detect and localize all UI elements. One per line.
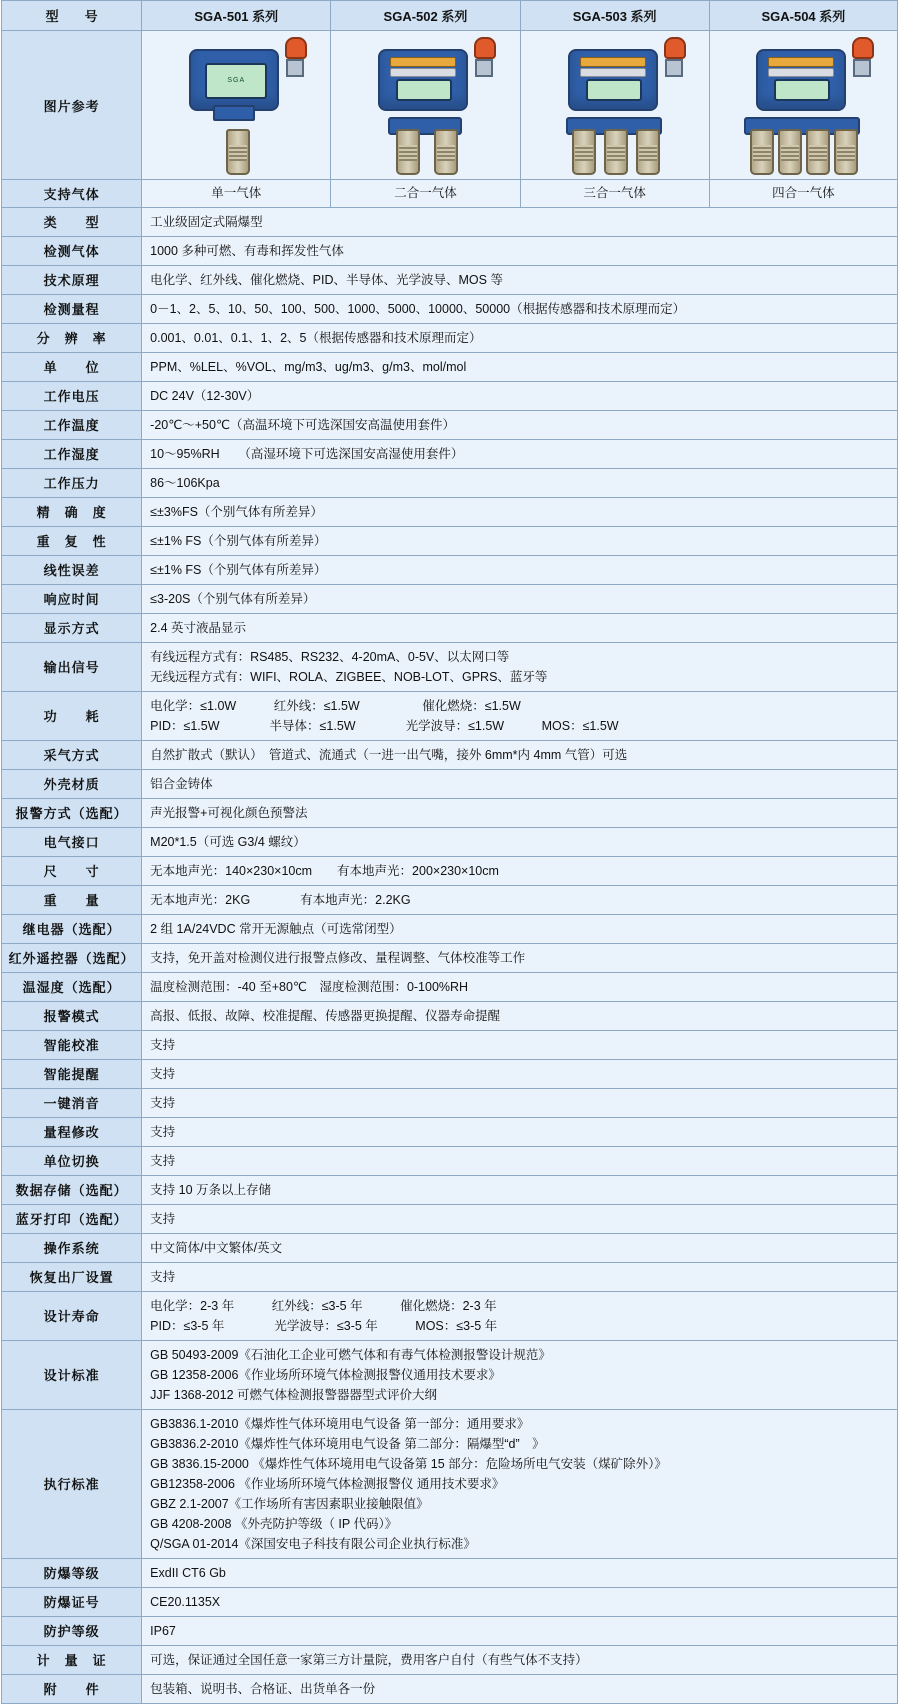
row-value-line: 支持 [150, 1066, 176, 1081]
row-value-line: ≤±1% FS（个别气体有所差异） [150, 562, 327, 577]
row-value [142, 294, 898, 323]
table-row [2, 294, 898, 323]
row-value-line: 支持 [150, 1211, 176, 1226]
supported-gas-1: 单一气体 [142, 180, 331, 208]
image-reference-label: 图片参考 [2, 31, 142, 180]
row-value [142, 798, 898, 827]
table-row [2, 740, 898, 769]
table-row [2, 798, 898, 827]
device-screen-text: SGA [227, 77, 246, 84]
supported-gas-row [2, 180, 898, 208]
row-label: 操作系统 [2, 1233, 142, 1262]
table-row [2, 410, 898, 439]
row-value [142, 381, 898, 410]
table-row [2, 1059, 898, 1088]
row-label: 设计寿命 [2, 1291, 142, 1340]
row-label: 输出信号 [2, 642, 142, 691]
row-value [142, 691, 898, 740]
row-value [142, 584, 898, 613]
image-reference-row [2, 31, 898, 180]
row-value-line: M20*1.5（可选 G3/4 螺纹） [150, 834, 306, 849]
table-header-row [2, 1, 898, 31]
row-value [142, 1059, 898, 1088]
table-row [2, 972, 898, 1001]
row-value-line: 中文简体/中文繁体/英文 [150, 1240, 283, 1255]
row-value [142, 207, 898, 236]
row-label: 智能校准 [2, 1030, 142, 1059]
row-label: 线性误差 [2, 555, 142, 584]
table-row [2, 642, 898, 691]
row-value-line: 无线远程方式有：WIFI、ROLA、ZIGBEE、NOB-LOT、GPRS、蓝牙等 [150, 669, 548, 684]
row-value [142, 943, 898, 972]
table-row [2, 1204, 898, 1233]
row-value-line: 铝合金铸体 [150, 776, 213, 791]
row-value-line: JJF 1368-2012 可燃气体检测报警器器型式评价大纲 [150, 1387, 438, 1402]
row-value [142, 1409, 898, 1558]
table-row [2, 1030, 898, 1059]
row-value-line: 温度检测范围：-40 至+80℃ 湿度检测范围：0-100%RH [150, 979, 469, 994]
device-screen [205, 63, 267, 99]
row-value [142, 1262, 898, 1291]
row-value [142, 856, 898, 885]
table-row [2, 856, 898, 885]
row-value-line: 电化学：≤1.0W 红外线：≤1.5W 催化燃烧：≤1.5W [150, 698, 521, 713]
alarm-light-icon-3 [664, 37, 684, 71]
device-illustration-1 [161, 35, 311, 175]
product-image-4 [709, 31, 897, 180]
row-label: 电气接口 [2, 827, 142, 856]
row-value-line: PPM、%LEL、%VOL、mg/m3、ug/m3、g/m3、mol/mol [150, 359, 467, 374]
supported-gas-label: 支持气体 [2, 180, 142, 208]
row-value [142, 352, 898, 381]
row-label: 执行标准 [2, 1409, 142, 1558]
row-label: 防爆证号 [2, 1587, 142, 1616]
header-col-2: SGA-502 系列 [331, 1, 520, 31]
row-value [142, 613, 898, 642]
row-value [142, 1030, 898, 1059]
row-value-line: 声光报警+可视化颜色预警法 [150, 805, 308, 820]
row-value [142, 827, 898, 856]
table-row [2, 943, 898, 972]
row-label: 红外遥控器（选配） [2, 943, 142, 972]
row-value [142, 972, 898, 1001]
row-label: 蓝牙打印（选配） [2, 1204, 142, 1233]
row-label: 附 件 [2, 1674, 142, 1703]
table-row [2, 1088, 898, 1117]
table-row [2, 381, 898, 410]
row-value-line: -20℃～+50℃（高温环境下可选深国安高温使用套件） [150, 417, 456, 432]
row-label: 工作压力 [2, 468, 142, 497]
row-label: 外壳材质 [2, 769, 142, 798]
device-head-2 [378, 49, 468, 111]
header-col-4: SGA-504 系列 [709, 1, 897, 31]
table-row [2, 1233, 898, 1262]
table-row [2, 885, 898, 914]
product-image-2 [331, 31, 520, 180]
table-row [2, 827, 898, 856]
spec-rows-body [2, 207, 898, 1703]
row-value-line: 支持 [150, 1124, 176, 1139]
row-value [142, 1117, 898, 1146]
row-value-line: 包装箱、说明书、合格证、出货单各一份 [150, 1681, 376, 1696]
device-head [189, 49, 279, 111]
row-label: 响应时间 [2, 584, 142, 613]
table-row [2, 691, 898, 740]
table-row [2, 914, 898, 943]
row-value-line: GB3836.1-2010《爆炸性气体环境用电气设备 第一部分：通用要求》 [150, 1416, 530, 1431]
row-label: 继电器（选配） [2, 914, 142, 943]
row-label: 温湿度（选配） [2, 972, 142, 1001]
row-value-line: 支持 [150, 1153, 176, 1168]
row-value [142, 1204, 898, 1233]
device-illustration-2 [350, 35, 500, 175]
row-label: 类 型 [2, 207, 142, 236]
row-value [142, 323, 898, 352]
row-value-line: GB 4208-2008 《外壳防护等级（ IP 代码）》 [150, 1516, 398, 1531]
table-row [2, 1558, 898, 1587]
row-value [142, 236, 898, 265]
row-value-line: ≤±3%FS（个别气体有所差异） [150, 504, 323, 519]
row-value-line: Q/SGA 01-2014《深国安电子科技有限公司企业执行标准》 [150, 1536, 476, 1551]
row-value [142, 410, 898, 439]
table-row [2, 236, 898, 265]
row-value-line: 工业级固定式隔爆型 [150, 214, 263, 229]
row-value [142, 1558, 898, 1587]
row-value-line: GB3836.2-2010《爆炸性气体环境用电气设备 第二部分：隔爆型“d” 》 [150, 1436, 545, 1451]
row-value-line: 可选，保证通过全国任意一家第三方计量院，费用客户自付（有些气体不支持） [150, 1652, 588, 1667]
row-value-line: DC 24V（12-30V） [150, 388, 260, 403]
row-label: 单 位 [2, 352, 142, 381]
row-value-line: ≤3-20S（个别气体有所差异） [150, 591, 316, 606]
row-label: 工作湿度 [2, 439, 142, 468]
row-value-line: 有线远程方式有：RS485、RS232、4-20mA、0-5V、以太网口等 [150, 649, 510, 664]
row-value-line: GB 3836.15-2000 《爆炸性气体环境用电气设备第 15 部分：危险场所电气安装（煤矿除外）》 [150, 1456, 667, 1471]
row-value [142, 1233, 898, 1262]
header-col-3: SGA-503 系列 [520, 1, 709, 31]
row-label: 尺 寸 [2, 856, 142, 885]
row-value-line: 电化学、红外线、催化燃烧、PID、半导体、光学波导、MOS 等 [150, 272, 503, 287]
table-row [2, 323, 898, 352]
row-label: 重 量 [2, 885, 142, 914]
row-label: 工作电压 [2, 381, 142, 410]
row-value-line: 支持 10 万条以上存储 [150, 1182, 272, 1197]
row-label: 设计标准 [2, 1340, 142, 1409]
table-row [2, 1001, 898, 1030]
device-head-3 [568, 49, 658, 111]
row-value-line: 无本地声光：140×230×10cm 有本地声光：200×230×10cm [150, 863, 499, 878]
row-label: 防爆等级 [2, 1558, 142, 1587]
specification-table [1, 0, 898, 1704]
row-value-line: 支持 [150, 1037, 176, 1052]
supported-gas-2: 二合一气体 [331, 180, 520, 208]
table-row [2, 497, 898, 526]
table-row [2, 613, 898, 642]
row-label: 工作温度 [2, 410, 142, 439]
row-value-line: PID：≤1.5W 半导体：≤1.5W 光学波导：≤1.5W MOS：≤1.5W [150, 718, 619, 733]
row-value-line: 无本地声光：2KG 有本地声光：2.2KG [150, 892, 411, 907]
row-value-line: GB 12358-2006《作业场所环境气体检测报警仪通用技术要求》 [150, 1367, 501, 1382]
row-value [142, 439, 898, 468]
table-row [2, 1262, 898, 1291]
row-label: 精 确 度 [2, 497, 142, 526]
table-row [2, 1587, 898, 1616]
supported-gas-3: 三合一气体 [520, 180, 709, 208]
row-label: 显示方式 [2, 613, 142, 642]
table-row [2, 439, 898, 468]
row-value-line: 10～95%RH （高湿环境下可选深国安高湿使用套件） [150, 446, 464, 461]
table-row [2, 265, 898, 294]
row-value-line: 2.4 英寸液晶显示 [150, 620, 247, 635]
row-label: 检测气体 [2, 236, 142, 265]
row-value-line: 1000 多种可燃、有毒和挥发性气体 [150, 243, 344, 258]
row-label: 采气方式 [2, 740, 142, 769]
header-col-1: SGA-501 系列 [142, 1, 331, 31]
row-value-line: 支持 [150, 1269, 176, 1284]
row-label: 检测量程 [2, 294, 142, 323]
row-label: 恢复出厂设置 [2, 1262, 142, 1291]
row-value [142, 740, 898, 769]
row-value-line: 电化学：2-3 年 红外线：≤3-5 年 催化燃烧：2-3 年 [150, 1298, 497, 1313]
row-value [142, 497, 898, 526]
row-label: 智能提醒 [2, 1059, 142, 1088]
row-value [142, 1674, 898, 1703]
table-row [2, 1645, 898, 1674]
row-value [142, 265, 898, 294]
row-label: 技术原理 [2, 265, 142, 294]
row-label: 分 辨 率 [2, 323, 142, 352]
table-row [2, 555, 898, 584]
product-image-3 [520, 31, 709, 180]
row-value [142, 1340, 898, 1409]
row-value [142, 769, 898, 798]
device-head-4 [756, 49, 846, 111]
row-value [142, 1146, 898, 1175]
device-illustration-4 [728, 35, 878, 175]
row-value [142, 1587, 898, 1616]
row-value-line: IP67 [150, 1623, 176, 1638]
row-value-line: GB12358-2006 《作业场所环境气体检测报警仪 通用技术要求》 [150, 1476, 505, 1491]
table-row [2, 468, 898, 497]
row-value-line: ≤±1% FS（个别气体有所差异） [150, 533, 327, 548]
row-value-line: 自然扩散式（默认） 管道式、流通式（一进一出气嘴，接外 6mm*内 4mm 气管）可选 [150, 747, 628, 762]
row-value-line: 高报、低报、故障、校准提醒、传感器更换提醒、仪器寿命提醒 [150, 1008, 501, 1023]
device-illustration-3 [540, 35, 690, 175]
row-value-line: CE20.1135X [150, 1594, 221, 1609]
row-label: 功 耗 [2, 691, 142, 740]
row-value-line: GB 50493-2009《石油化工企业可燃气体和有毒气体检测报警设计规范》 [150, 1347, 551, 1362]
row-value-line: 支持，免开盖对检测仪进行报警点修改、量程调整、气体校准等工作 [150, 950, 526, 965]
row-label: 单位切换 [2, 1146, 142, 1175]
alarm-light-icon [285, 37, 305, 71]
row-value-line: ExdII CT6 Gb [150, 1565, 226, 1580]
row-label: 数据存储（选配） [2, 1175, 142, 1204]
row-value [142, 468, 898, 497]
row-value [142, 914, 898, 943]
alarm-light-icon-4 [852, 37, 872, 71]
supported-gas-4: 四合一气体 [709, 180, 897, 208]
row-value-line: 86～106Kpa [150, 475, 220, 490]
product-image-1 [142, 31, 331, 180]
row-value [142, 526, 898, 555]
row-value [142, 1088, 898, 1117]
row-value-line: PID：≤3-5 年 光学波导：≤3-5 年 MOS：≤3-5 年 [150, 1318, 498, 1333]
table-row [2, 1340, 898, 1409]
header-model-label: 型 号 [2, 1, 142, 31]
row-label: 重 复 性 [2, 526, 142, 555]
table-row [2, 526, 898, 555]
row-value-line: GBZ 2.1-2007《工作场所有害因素职业接触限值》 [150, 1496, 429, 1511]
table-row [2, 1117, 898, 1146]
row-value-line: 支持 [150, 1095, 176, 1110]
row-label: 计 量 证 [2, 1645, 142, 1674]
table-row [2, 1616, 898, 1645]
row-label: 报警方式（选配） [2, 798, 142, 827]
row-value [142, 1645, 898, 1674]
table-row [2, 1291, 898, 1340]
table-row [2, 1175, 898, 1204]
row-label: 一键消音 [2, 1088, 142, 1117]
row-label: 防护等级 [2, 1616, 142, 1645]
row-value [142, 642, 898, 691]
row-value [142, 1001, 898, 1030]
table-row [2, 207, 898, 236]
row-value [142, 885, 898, 914]
table-row [2, 352, 898, 381]
row-value [142, 1616, 898, 1645]
row-value-line: 2 组 1A/24VDC 常开无源触点（可选常闭型） [150, 921, 402, 936]
row-label: 报警模式 [2, 1001, 142, 1030]
alarm-light-icon-2 [474, 37, 494, 71]
row-value [142, 1175, 898, 1204]
row-value-line: 0－1、2、5、10、50、100、500、1000、5000、10000、50000（根据传感器和技术原理而定） [150, 301, 686, 316]
row-value [142, 555, 898, 584]
row-value-line: 0.001、0.01、0.1、1、2、5（根据传感器和技术原理而定） [150, 330, 482, 345]
table-row [2, 769, 898, 798]
row-label: 量程修改 [2, 1117, 142, 1146]
row-value [142, 1291, 898, 1340]
table-row [2, 1146, 898, 1175]
table-row [2, 1674, 898, 1703]
table-row [2, 584, 898, 613]
table-row [2, 1409, 898, 1558]
